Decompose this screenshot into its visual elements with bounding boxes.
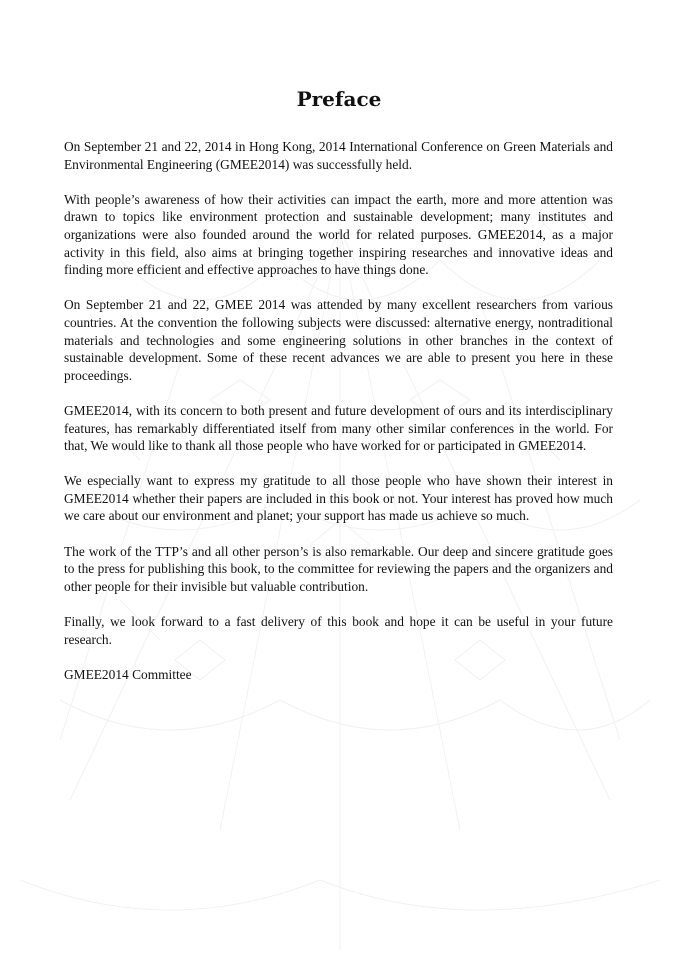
paragraph: We especially want to express my gratitude to all those people who have shown their interest in GMEE2014 whether their papers are included in this book or not. Your interest has proved how much we care about our environment and planet; your support has made us achieve so much. [64, 473, 613, 524]
paragraph: The work of the TTP’s and all other person’s is also remarkable. Our deep and sincere gratitude goes to the press for publishing this book, to the committee for reviewing the papers and the organizers and other people for their invisible but valuable contribution. [64, 543, 613, 594]
paragraph: Finally, we look forward to a fast delivery of this book and hope it can be useful in your future research. [64, 614, 613, 647]
paragraph: With people’s awareness of how their activities can impact the earth, more and more attention was drawn to topics like environment protection and sustainable development; many institutes and organizations were also founded around the world for related purposes. GMEE2014, as a major activity in this field, also aims at bringing together inspiring researches and innovative ideas and finding more efficient and effective approaches to have things done. [64, 191, 613, 278]
paragraph: On September 21 and 22, 2014 in Hong Kong, 2014 International Conference on Green Materials and Environmental Engineering (GMEE2014) was successfully held. [64, 139, 613, 172]
preface-body [64, 138, 613, 701]
page-title: Preface [296, 87, 382, 111]
paragraph: On September 21 and 22, GMEE 2014 was attended by many excellent researchers from various countries. At the convention the following subjects were discussed: alternative energy, nontraditional materials and technologies and some engineering solutions in other branches in the context of sustainable development. Some of these recent advances we are able to present you here in these proceedings. [64, 297, 613, 383]
signature: GMEE2014 Committee [64, 666, 192, 682]
paragraph: GMEE2014, with its concern to both present and future development of ours and its interdisciplinary features, has remarkably differentiated itself from many other similar conferences in the world. For that, We would like to thank all those people who have worked for or participated in GMEE2014. [64, 402, 613, 454]
